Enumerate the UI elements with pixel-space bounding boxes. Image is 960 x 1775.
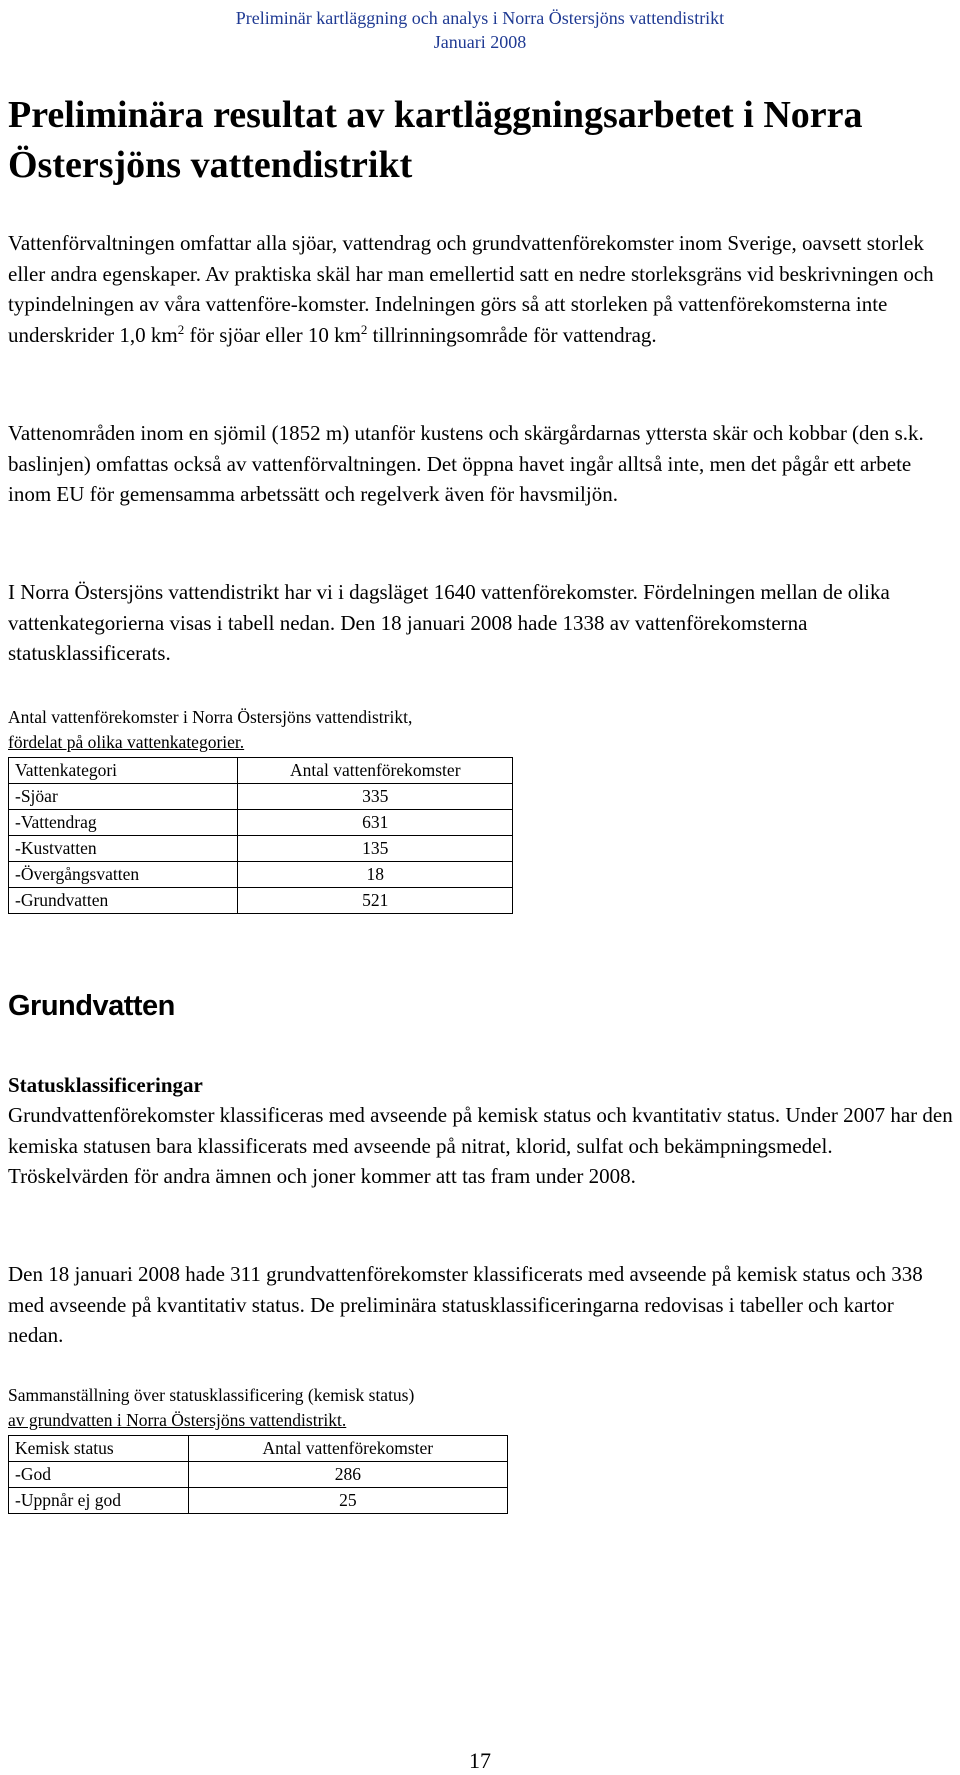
category-cell: -Sjöar xyxy=(9,784,238,810)
count-cell: 521 xyxy=(238,888,513,914)
category-cell: -Övergångsvatten xyxy=(9,862,238,888)
chemical-status-table xyxy=(8,1435,508,1514)
table-row xyxy=(9,836,513,862)
category-cell: -Kustvatten xyxy=(9,836,238,862)
table2-caption-line2: av grundvatten i Norra Östersjöns vattendistrikt. xyxy=(8,1410,347,1430)
status-cell: -Uppnår ej god xyxy=(9,1488,189,1514)
count-cell: 18 xyxy=(238,862,513,888)
table-row xyxy=(9,784,513,810)
intro-paragraph-1 xyxy=(8,228,953,350)
intro-text-2: för sjöar eller 10 km xyxy=(184,322,361,347)
section-heading: Grundvatten xyxy=(8,990,175,1022)
groundwater-paragraph-2: Den 18 januari 2008 hade 311 grundvattenförekomster klassificerats med avseende på kemisk status och 338 med avseende på kvantitativ status. De preliminära statusklassificeringarna redovisas i tabeller och kartor nedan. xyxy=(8,1262,923,1347)
count-cell: 286 xyxy=(188,1462,507,1488)
count-cell: 631 xyxy=(238,810,513,836)
intro-paragraph-3: I Norra Östersjöns vattendistrikt har vi i dagsläget 1640 vattenförekomster. Fördelningen mellan de olika vattenkategorierna visas i tabell nedan. Den 18 januari 2008 hade 1338 av vattenförekomsterna statusklassificerats. xyxy=(8,580,890,665)
table-row xyxy=(9,862,513,888)
intro-text-3: tillrinningsområde för vattendrag. xyxy=(367,322,657,347)
table2-caption xyxy=(8,1383,908,1433)
category-cell: -Vattendrag xyxy=(9,810,238,836)
column-header-status: Kemisk status xyxy=(9,1436,189,1462)
column-header-count: Antal vattenförekomster xyxy=(238,758,513,784)
running-header xyxy=(0,6,960,54)
running-header-title: Preliminär kartläggning och analys i Norra Östersjöns vattendistrikt xyxy=(235,8,725,28)
column-header-count: Antal vattenförekomster xyxy=(188,1436,507,1462)
table-row xyxy=(9,888,513,914)
table1-caption-line2: fördelat på olika vattenkategorier. xyxy=(8,732,245,752)
table2-caption-line1: Sammanställning över statusklassificering (kemisk status) xyxy=(8,1385,415,1405)
count-cell: 135 xyxy=(238,836,513,862)
table1-caption-line1: Antal vattenförekomster i Norra Östersjöns vattendistrikt, xyxy=(8,707,413,727)
table-row xyxy=(9,810,513,836)
superscript-2-b: 2 xyxy=(360,321,368,337)
table1-caption xyxy=(8,705,908,755)
groundwater-paragraph-1: Grundvattenförekomster klassificeras med avseende på kemisk status och kvantitativ status. Under 2007 har den kemiska statusen bara klassificerats med avseende på nitrat, klorid, sulfat och bekämpningsmedel. Tröskelvärden för andra ämnen och joner kommer att tas fram under 2008. xyxy=(8,1103,953,1188)
table-header-row xyxy=(9,1436,508,1462)
count-cell: 25 xyxy=(188,1488,507,1514)
subsection-heading: Statusklassificeringar xyxy=(8,1073,203,1097)
intro-text-1: Vattenförvaltningen omfattar alla sjöar, vattendrag och grundvattenförekomster inom Sverige, oavsett storlek eller andra egenskaper. Av praktiska skäl har man emellertid satt en nedre storleksgräns vid beskrivningen och typindelningen av våra vattenföre-komster. Indelningen görs så att storleken på vattenförekomsterna inte underskrider 1,0 km xyxy=(8,231,934,347)
column-header-category: Vattenkategori xyxy=(9,758,238,784)
page-number: 17 xyxy=(469,1748,491,1773)
superscript-2-a: 2 xyxy=(177,321,185,337)
table-header-row xyxy=(9,758,513,784)
water-category-table xyxy=(8,757,513,914)
intro-paragraph-2: Vattenområden inom en sjömil (1852 m) utanför kustens och skärgårdarnas yttersta skär och kobbar (den s.k. baslinjen) omfattas också av vattenförvaltningen. Det öppna havet ingår alltså inte, men det pågår ett arbete inom EU för gemensamma arbetssätt och regelverk även för havsmiljön. xyxy=(8,421,924,506)
table-row xyxy=(9,1462,508,1488)
running-header-date: Januari 2008 xyxy=(433,32,527,52)
status-cell: -God xyxy=(9,1462,189,1488)
page-title: Preliminära resultat av kartläggningsarbetet i Norra Östersjöns vattendistrikt xyxy=(8,94,863,186)
category-cell: -Grundvatten xyxy=(9,888,238,914)
count-cell: 335 xyxy=(238,784,513,810)
table-row xyxy=(9,1488,508,1514)
